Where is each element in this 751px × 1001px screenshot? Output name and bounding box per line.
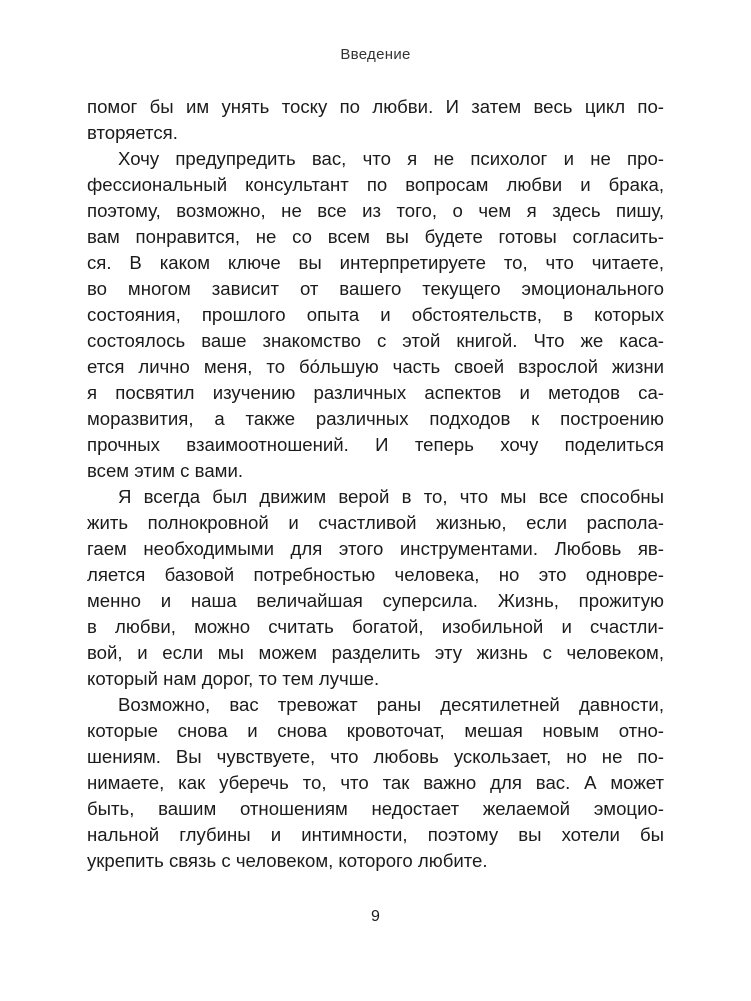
- text-line: Возможно, вас тревожат раны десятилетней давности,: [118, 694, 664, 715]
- text-line: шениям. Вы чувствуете, что любовь ускользает, но не по-: [87, 746, 664, 767]
- text-line: жить полнокровной и счастливой жизнью, если распола-: [87, 512, 664, 533]
- text-line: быть, вашим отношениям недостает желаемой эмоцио-: [87, 798, 664, 819]
- text-line: нимаете, как уберечь то, что так важно для вас. А может: [87, 772, 664, 793]
- text-line: вам понравится, не со всем вы будете готовы согласить-: [87, 226, 664, 247]
- text-line: я посвятил изучению различных аспектов и методов са-: [87, 382, 664, 403]
- text-line: ся. В каком ключе вы интерпретируете то, что читаете,: [87, 252, 664, 273]
- text-line: состоялось ваше знакомство с этой книгой. Что же каса-: [87, 330, 664, 351]
- text-line: Хочу предупредить вас, что я не психолог и не про-: [118, 148, 664, 169]
- text-line: в любви, можно считать богатой, изобильной и счастли-: [87, 616, 664, 637]
- text-line: укрепить связь с человеком, которого любите.: [87, 850, 488, 871]
- text-line: прочных взаимоотношений. И теперь хочу поделиться: [87, 434, 664, 455]
- body-text: [87, 94, 664, 874]
- text-line: ляется базовой потребностью человека, но это одновре-: [87, 564, 664, 585]
- text-line: фессиональный консультант по вопросам любви и брака,: [87, 174, 664, 195]
- page-number: 9: [371, 908, 380, 925]
- text-line: который нам дорог, то тем лучше.: [87, 668, 380, 689]
- text-line: гаем необходимыми для этого инструментами. Любовь яв-: [87, 538, 664, 559]
- text-line: менно и наша величайшая суперсила. Жизнь, прожитую: [87, 590, 664, 611]
- text-line: нальной глубины и интимности, поэтому вы хотели бы: [87, 824, 664, 845]
- text-line: состояния, прошлого опыта и обстоятельств, в которых: [87, 304, 664, 325]
- text-line: которые снова и снова кровоточат, мешая новым отно-: [87, 720, 664, 741]
- running-header: Введение: [340, 46, 411, 63]
- text-line: Я всегда был движим верой в то, что мы все способны: [118, 486, 664, 507]
- text-line: ется лично меня, то бо́льшую часть своей взрослой жизни: [87, 356, 664, 377]
- text-line: вой, и если мы можем разделить эту жизнь с человеком,: [87, 642, 664, 663]
- text-line: моразвития, а также различных подходов к построению: [87, 408, 664, 429]
- text-line: всем этим с вами.: [87, 460, 243, 481]
- text-line: поэтому, возможно, не все из того, о чем я здесь пишу,: [87, 200, 664, 221]
- text-line: помог бы им унять тоску по любви. И затем весь цикл по-: [87, 96, 664, 117]
- text-line: во многом зависит от вашего текущего эмоционального: [87, 278, 664, 299]
- text-line: вторяется.: [87, 122, 178, 143]
